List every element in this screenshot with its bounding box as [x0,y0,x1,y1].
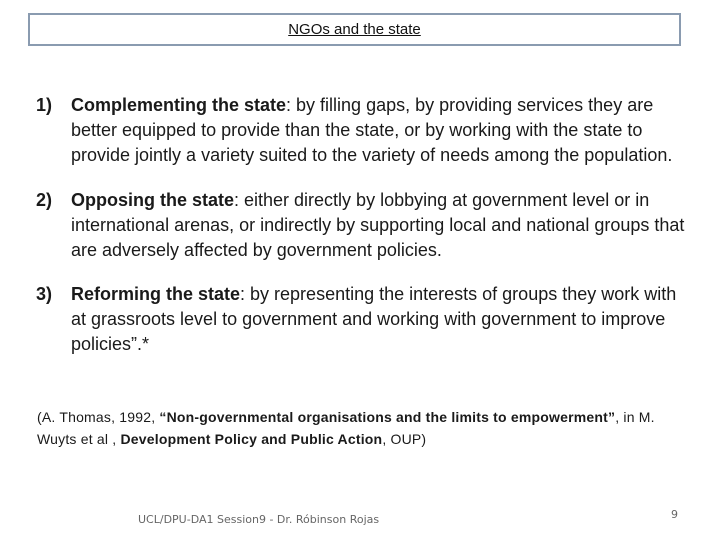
point-text: : by filling gaps, by providing services they are better equipped to provide than the state, or by working with the state to provide jointly a variety suited to the variety of needs among the population. [71,95,673,165]
citation-part: , OUP) [382,431,427,447]
title-box [28,13,681,46]
point-lead: Opposing the state [71,190,235,210]
point-lead: Reforming the state [71,284,241,304]
point-text: : by representing the interests of groups they work with at grassroots level to government and working with government to improve policies”.* [71,284,677,354]
citation-part: (A. Thomas, 1992, [37,409,160,425]
point-number: 1) [36,95,53,115]
footer-text: UCL/DPU-DA1 Session9 - Dr. Róbinson Rojas [138,513,380,526]
page-number: 9 [671,508,678,521]
citation-part: , in M. Wuyts et al , [37,409,655,447]
point-text: : either directly by lobbying at government level or in international arenas, or indirectly by supporting local and national groups that are adversely affected by government policies. [71,190,685,260]
point-number: 2) [36,190,53,210]
citation-book-title: Development Policy and Public Action [120,431,383,447]
point-item-complementing [36,93,696,168]
point-lead: Complementing the state [71,95,287,115]
point-list [36,93,696,357]
citation [37,406,687,450]
point-item-opposing [36,188,696,263]
slide-title: NGOs and the state [288,21,421,38]
citation-article-title: “Non-governmental organisations and the limits to empowerment” [159,409,616,425]
point-number: 3) [36,284,53,304]
point-item-reforming [36,282,696,357]
